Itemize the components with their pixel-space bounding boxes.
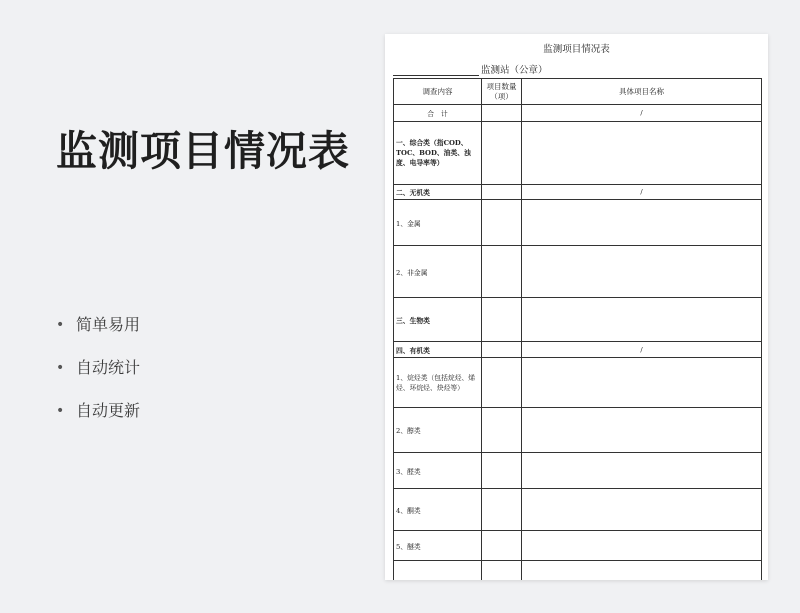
table-row-total (394, 105, 762, 122)
station-label: 监测站（公章） (481, 65, 548, 76)
table-cell (522, 489, 762, 531)
feature-label: 自动更新 (76, 401, 141, 420)
table-row (394, 408, 762, 453)
table-cell (394, 561, 482, 581)
document-preview (385, 34, 768, 580)
row-label: 2、非金属 (394, 246, 482, 298)
row-label: 2、醇类 (394, 408, 482, 453)
table-header-row (394, 79, 762, 105)
table-cell (482, 408, 522, 453)
row-label: 4、酮类 (394, 489, 482, 531)
table-row (394, 185, 762, 200)
row-label: 三、生物类 (394, 298, 482, 342)
table-cell (482, 185, 522, 200)
table-cell (482, 298, 522, 342)
table-cell (482, 342, 522, 358)
table-cell (522, 200, 762, 246)
row-label: 3、醛类 (394, 453, 482, 489)
bullet-icon: • (56, 317, 65, 333)
table-cell (522, 298, 762, 342)
header-content: 调查内容 (394, 79, 482, 105)
row-label: 1、金属 (394, 200, 482, 246)
table-cell (482, 358, 522, 408)
header-count: 项目数量（项） (482, 79, 522, 105)
table-cell (482, 561, 522, 581)
feature-item (56, 355, 140, 398)
feature-item (56, 398, 140, 441)
table-row (394, 122, 762, 185)
table-row (394, 358, 762, 408)
row-label: 1、烷烃类（包括烷烃、烯烃、环烷烃、炔烃等） (394, 358, 482, 408)
table-cell (522, 561, 762, 581)
document-title: 监测项目情况表 (543, 44, 610, 55)
table-cell (522, 408, 762, 453)
table-cell (482, 531, 522, 561)
table-row (394, 561, 762, 581)
header-names: 具体项目名称 (522, 79, 762, 105)
row-label: 四、有机类 (394, 342, 482, 358)
table-cell (522, 246, 762, 298)
table-cell (522, 453, 762, 489)
table-row (394, 298, 762, 342)
table-row (394, 531, 762, 561)
row-label: 二、无机类 (394, 185, 482, 200)
page-title: 监测项目情况表 (56, 127, 350, 175)
table-row (394, 489, 762, 531)
table-cell (482, 200, 522, 246)
row-label: 一、综合类（指COD、TOC、BOD、油类、浊度、电导率等） (394, 122, 482, 185)
table-cell (482, 489, 522, 531)
table-row (394, 453, 762, 489)
table-cell (482, 105, 522, 122)
row-label: 5、醚类 (394, 531, 482, 561)
total-label: 合 计 (394, 105, 482, 122)
station-line (393, 62, 548, 76)
table-cell (482, 453, 522, 489)
table-cell (522, 531, 762, 561)
table-row (394, 342, 762, 358)
feature-label: 简单易用 (76, 315, 141, 334)
table-cell (522, 122, 762, 185)
feature-label: 自动统计 (76, 358, 141, 377)
table-cell (522, 358, 762, 408)
monitoring-table (393, 78, 762, 580)
table-row (394, 200, 762, 246)
slash-cell: / (522, 185, 762, 200)
table-cell (482, 246, 522, 298)
slash-cell: / (522, 342, 762, 358)
feature-list (56, 312, 140, 441)
slash-cell: / (522, 105, 762, 122)
bullet-icon: • (56, 360, 65, 376)
table-row (394, 246, 762, 298)
feature-item (56, 312, 140, 355)
station-blank (393, 65, 479, 76)
bullet-icon: • (56, 403, 65, 419)
table-cell (482, 122, 522, 185)
